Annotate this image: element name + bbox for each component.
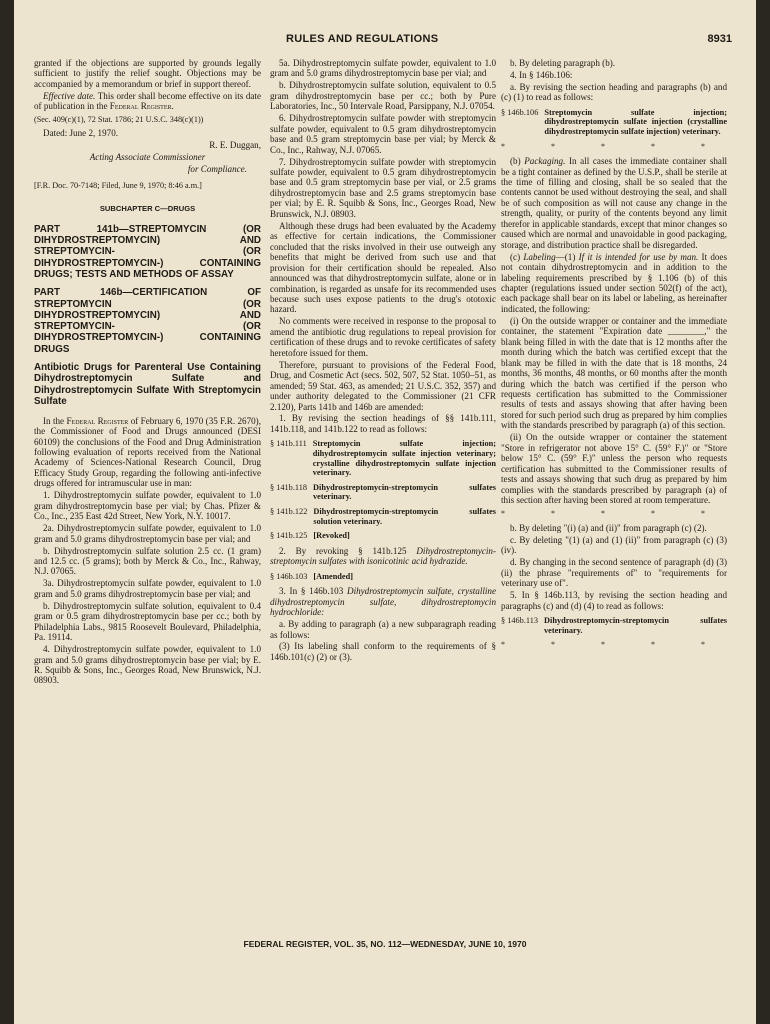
- drug-item: 7. Dihydrostreptomycin sulfate powder with streptomycin sulfate powder, equivalent to 0.5 gram dihydrostreptomycin base and 0.5 gram streptomycin base per vial, or 2.5 grams dihydrostreptomycin base and 2.5 grams streptomycin base per vial; by E. R. Squibb & Sons, Inc., Georges Road, New Brunswick, N.J. 08903.: [270, 156, 496, 219]
- running-title: RULES AND REGULATIONS: [286, 33, 439, 45]
- section-title: Streptomycin sulfate injection; dihydrostreptomycin sulfate injection (crystalline dihydrostreptomycin sulfate injection) veterinary.: [544, 107, 727, 136]
- amendment-instruction: a. By adding to paragraph (a) a new subparagraph reading as follows:: [270, 619, 496, 640]
- paragraph-heading: Labeling: [523, 251, 556, 262]
- subchapter-heading: SUBCHAPTER C—DRUGS: [99, 204, 196, 214]
- section-number: § 141b.111: [270, 439, 307, 449]
- effective-date-paragraph: [34, 91, 261, 112]
- paragraph-label: —(1): [555, 251, 579, 262]
- fr-doc-line: [F.R. Doc. 70-7148; Filed, June 9, 1970; 8:46 a.m.]: [34, 180, 202, 190]
- section-heading: [501, 616, 727, 635]
- signer-title-continued: for Compliance.: [187, 164, 247, 175]
- amendment-instruction: 1. By revising the section headings of §§ 141b.111, 141b.118, and 141b.122 to read as follows:: [270, 413, 496, 434]
- page-number: 8931: [707, 33, 732, 45]
- part-146b-heading: PART 146b—CERTIFICATION OF STREPTOMYCIN (OR DIHYDROSTREPTOMYCIN) AND STREPTOMYCIN- (OR DIHYDROSTREPTOMYCIN-) CONTAINING DRUGS: [34, 287, 261, 355]
- paragraph-subheading: If it is intended for use by man.: [578, 251, 699, 262]
- section-number: § 146b.103: [270, 571, 308, 581]
- paragraph-label: (b): [510, 156, 525, 167]
- section-number: § 146b.113: [501, 616, 539, 626]
- signer-name: R. E. Duggan,: [209, 140, 261, 151]
- regulation-text: (i) On the outside wrapper or container and the immediate container, the statement "Expiration date ________," the blank being filled in with the date that is 12 months after the month during which the batch was certified except that the blank may be filled in with the date that is 18 months, 24 months, 36 months, 48 months, or 60 months after the month during which the batch was certified if the person who requests certification has submitted to the Commissioner results of tests and assays showing that after having been stored for such period such drug as prepared by him complies with the standards prescribed by paragraph (a) of this section.: [501, 315, 727, 431]
- paragraph: granted if the objections are supported by grounds legally sufficient to justify the relief sought. Objections may be accompanied by a memorandum or brief in support thereof.: [34, 58, 261, 89]
- paragraph: Therefore, pursuant to provisions of the Federal Food, Drug, and Cosmetic Act (secs. 502, 507, 52 Stat. 1050–51, as amended; 59 Stat. 463, as amended; 21 U.S.C. 352, 357) and under authority delegated to the Commissioner (21 CFR 2.120), Parts 141b and 146b are amended:: [270, 359, 496, 412]
- amendment-instruction: 4. In § 146b.106:: [510, 69, 573, 80]
- paragraph-label: (c): [510, 251, 524, 262]
- publication-name: Federal Register.: [109, 101, 174, 112]
- paragraph-text: This order shall become effective on its date of publication in the: [34, 90, 261, 112]
- drug-item: b. Dihydrostreptomycin sulfate solution, equivalent to 0.4 gram or 0.5 gram dihydrostreptomycin base per cc.; both by Philadelphia Labs., 9815 Roosevelt Boulevard, Philadelphia, Pa. 19114.: [34, 600, 261, 643]
- section-title: Dihydrostreptomycin-streptomycin sulfates veterinary.: [544, 616, 727, 635]
- section-name-italic: Dihydrostreptomycin-streptomycin sulfates with isonicotinic acid hydrazide.: [270, 545, 496, 567]
- drug-item: b. Dihydrostreptomycin sulfate solution 2.5 cc. (1 gram) and 12.5 cc. (5 grams); both by Merck & Co., Inc., Rahway, N.J. 07065.: [34, 545, 261, 577]
- drug-item: 5a. Dihydrostreptomycin sulfate powder, equivalent to 1.0 gram and 5.0 grams dihydrostreptomycin base per vial; and: [270, 58, 496, 79]
- paragraph-heading: Packaging.: [524, 156, 566, 167]
- section-number: § 141b.118: [270, 482, 308, 492]
- section-name-italic: Dihydrostreptomycin sulfate, crystalline dihydrostreptomycin sulfate, dihydrostreptomycin hydrochloride:: [270, 586, 496, 618]
- regulation-text: (3) Its labeling shall conform to the requirements of § 146b.101(c) (2) or (3).: [270, 641, 496, 662]
- amendment-instruction: a. By revising the section heading and paragraphs (b) and (c) (1) to read as follows:: [501, 81, 727, 103]
- amendment-instruction: 5. In § 146b.113, by revising the section heading and paragraphs (c) and (d) (4) to read as follows:: [501, 590, 727, 611]
- section-heading: [270, 572, 496, 582]
- intro-paragraph: [34, 416, 261, 489]
- subject-heading: Antibiotic Drugs for Parenteral Use Containing Dihydrostreptomycin Sulfate and Dihydrostreptomycin Sulfate With Streptomycin Sulfate: [34, 361, 261, 408]
- amendment-instruction: [270, 546, 496, 567]
- drug-item: 2a. Dihydrostreptomycin sulfate powder, equivalent to 1.0 gram and 5.0 grams dihydrostreptomycin base per vial; and: [34, 523, 261, 544]
- amendment-instruction: b. By deleting paragraph (b).: [510, 58, 616, 68]
- publication-name: Federal Register: [66, 415, 129, 426]
- statutory-citation: (Sec. 409(c)(1), 72 Stat. 1786; 21 U.S.C. 348(c)(1)): [34, 114, 204, 124]
- section-heading: [501, 108, 727, 137]
- amendment-instruction: d. By changing in the second sentence of paragraph (d) (3) (ii) the phrase "requirements of" to "requirements for veterinary use of".: [501, 557, 727, 589]
- drug-item: 4. Dihydrostreptomycin sulfate powder, equivalent to 1.0 gram and 5.0 grams dihydrostreptomycin base per vial; by E. R. Squibb & Sons, Inc., Georges Road, New Brunswick, N.J. 08903.: [34, 644, 261, 686]
- amendment-instruction: [270, 586, 496, 617]
- page-header: [14, 33, 756, 49]
- column-right: [501, 58, 727, 655]
- run-in-heading: Effective date.: [43, 90, 96, 101]
- section-number: § 141b.122: [270, 506, 308, 516]
- paragraph: No comments were received in response to the proposal to amend the antibiotic drug regulations to repeal provision for certification of these drugs and to revoke certificates of safety heretofore issued for them.: [270, 316, 496, 358]
- section-title: [Amended]: [313, 571, 353, 581]
- drug-item: 3a. Dihydrostreptomycin sulfate powder, equivalent to 1.0 gram and 5.0 grams dihydrostreptomycin base per vial; and: [34, 578, 261, 599]
- section-title: Dihydrostreptomycin-streptomycin sulfates solution veterinary.: [313, 506, 496, 526]
- intro-text: In the: [43, 415, 67, 426]
- paragraph: Although these drugs had been evaluated by the Academy as effective for certain indications, the Commissioner concluded that the risks involved in their use outweigh any benefits that might be derived from such use and that provision for their certification should be repealed. Also announced was that dihydrostreptomycin sulfate, alone or in combination, is regarded as unsafe for its recommended uses because such uses expose patients to the drug's ototoxic hazard.: [270, 220, 496, 315]
- instruction-text: 2. By revoking § 141b.125: [279, 545, 417, 556]
- signer-title: Acting Associate Commissioner: [89, 152, 206, 163]
- intro-text-continued: of February 6, 1970 (35 F.R. 2670), the Commissioner of Food and Drugs announced (DESI 60109) the conclusions of the Food and Drug Administration following evaluation of reports received from the National Academy of Sciences-National Research Council, Drug Efficacy Study Group, regarding the following anti-infective drugs offered for intramuscular use in man:: [34, 415, 261, 489]
- ellipsis-stars: * * * * *: [501, 508, 727, 518]
- ellipsis-stars: * * * * *: [501, 640, 727, 650]
- section-heading: [270, 483, 496, 502]
- section-number: § 141b.125: [270, 531, 308, 541]
- paragraph-text: In all cases the immediate container shall be a tight container as defined by the U.S.P., shall be sterile at the time of filling and closing, shall be so sealed that the contents cannot be used without destroying the seal, and shall be of such composition as will not cause any change in the strength, quality, or purity of the contents beyond any limit therefor in applicable standards, except that minor changes so caused which are normal and unavoidable in good packaging, storage, and distribution practice shall be disregarded.: [501, 156, 727, 250]
- column-middle: [270, 58, 496, 664]
- amendment-instruction: b. By deleting "(i) (a) and (ii)" from paragraph (c) (2).: [510, 522, 707, 533]
- page-footer: FEDERAL REGISTER, VOL. 35, NO. 112—WEDNESDAY, JUNE 10, 1970: [243, 939, 527, 949]
- ellipsis-stars: * * * * *: [501, 141, 727, 151]
- amendment-instruction: c. By deleting "(1) (a) and (1) (ii)" from paragraph (c) (3) (iv).: [501, 534, 727, 556]
- drug-item: b. Dihydrostreptomycin sulfate solution, equivalent to 0.5 gram dihydrostreptomycin base per cc.; both by Pure Laboratories, Inc., 50 Intervale Road, Parsippany, N.J. 07054.: [270, 80, 496, 112]
- section-title: Streptomycin sulfate injection; dihydrostreptomycin sulfate injection veterinary; crystalline dihydrostreptomycin sulfate injection veterinary.: [312, 439, 496, 478]
- drug-item: 6. Dihydrostreptomycin sulfate powder with streptomycin sulfate powder, equivalent to 0.5 gram dihydrostreptomycin base and 0.5 gram streptomycin base per vial; by Merck & Co., Inc., Rahway, N.J. 07065.: [270, 113, 496, 155]
- regulation-text: [501, 156, 727, 250]
- document-page: [14, 0, 756, 1024]
- section-heading: [270, 531, 496, 541]
- dated-line: Dated: June 2, 1970.: [43, 128, 119, 139]
- section-title: Dihydrostreptomycin-streptomycin sulfates veterinary.: [313, 482, 496, 502]
- regulation-text: [501, 252, 727, 315]
- section-number: § 146b.106: [501, 107, 539, 117]
- part-141b-heading: PART 141b—STREPTOMYCIN (OR DIHYDROSTREPTOMYCIN) AND STREPTOMYCIN- (OR DIHYDROSTREPTOMYCIN-) CONTAINING DRUGS; TESTS AND METHODS OF ASSAY: [34, 223, 261, 280]
- section-heading: [270, 507, 496, 526]
- paragraph-text: It does not contain dihydrostreptomycin and in addition to the labeling requirements prescribed by § 1.106 (b) of this chapter (regulations issued under section 502(f) of the act), each package shall bear on its label or labeling, as hereinafter indicated, the following:: [501, 251, 727, 314]
- regulation-text: (ii) On the outside wrapper or container the statement "Store in refrigerator not above 15° C. (59° F.)" or "Store below 15° C. (59° F.)" unless the person who requests certification has submitted to the Commissioner results of tests and assays showing that such drug as prepared by him complies with the standards prescribed by paragraph (a) of this section after having been stored at room temperature.: [501, 432, 727, 506]
- column-left: [34, 58, 261, 687]
- section-title: [Revoked]: [313, 531, 350, 541]
- instruction-text: 3. In § 146b.103: [279, 586, 347, 597]
- drug-item: 1. Dihydrostreptomycin sulfate powder, equivalent to 1.0 gram dihydrostreptomycin base per vial; by Chas. Pfizer & Co., Inc., 235 East 42d Street, New York, N.Y. 10017.: [34, 490, 261, 522]
- section-heading: [270, 439, 496, 477]
